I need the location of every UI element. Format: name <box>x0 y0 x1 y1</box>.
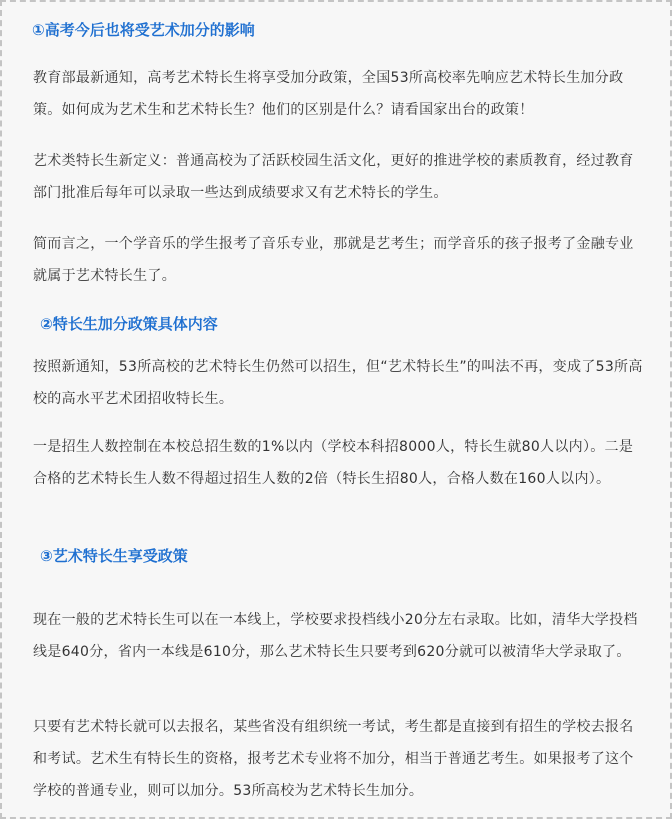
paragraph-text: 按照新通知，53所高校的艺术特长生仍然可以招生，但“艺术特长生”的叫法不再，变成了53所高校的高水平艺术团招收特长生。 <box>33 359 643 407</box>
paragraph-text: 一是招生人数控制在本校总招生数的1%以内（学校本科招8000人，特长生就80人以内）。二是合格的艺术特长生人数不得超过招生人数的2倍（特长生招80人，合格人数在160人以内）。 <box>33 439 634 487</box>
paragraph <box>33 145 645 209</box>
paragraph-text: 现在一般的艺术特长生可以在一本线上，学校要求投档线小20分左右录取。比如，清华大学投档线是640分，省内一本线是610分，那么艺术特长生只要考到620分就可以被清华大学录取了。 <box>33 612 638 660</box>
paragraph <box>33 62 645 126</box>
paragraph-text: 只要有艺术特长就可以去报名，某些省没有组织统一考试，考生都是直接到有招生的学校去报名和考试。艺术生有特长生的资格，报考艺术专业将不加分，相当于普通艺考生。如果报考了这个学校的普通专业，则可以加分。53所高校为艺术特长生加分。 <box>33 719 634 799</box>
paragraph <box>33 431 645 495</box>
paragraph <box>33 351 645 415</box>
paragraph-text: 简而言之，一个学音乐的学生报考了音乐专业，那就是艺考生；而学音乐的孩子报考了金融专业就属于艺术特长生了。 <box>33 236 634 284</box>
paragraph <box>33 228 645 292</box>
paragraph-text: 艺术类特长生新定义：普通高校为了活跃校园生活文化，更好的推进学校的素质教育，经过教育部门批准后每年可以录取一些达到成绩要求又有艺术特长的学生。 <box>33 153 634 201</box>
section-title-3: ③艺术特长生享受政策 <box>40 547 188 565</box>
paragraph <box>33 711 645 807</box>
section-title-1: ①高考今后也将受艺术加分的影响 <box>32 21 255 39</box>
paragraph <box>33 604 645 668</box>
paragraph-text: 教育部最新通知，高考艺术特长生将享受加分政策，全国53所高校率先响应艺术特长生加分政策。如何成为艺术生和艺术特长生？他们的区别是什么？请看国家出台的政策！ <box>33 70 624 118</box>
section-title-2: ②特长生加分政策具体内容 <box>40 315 218 333</box>
